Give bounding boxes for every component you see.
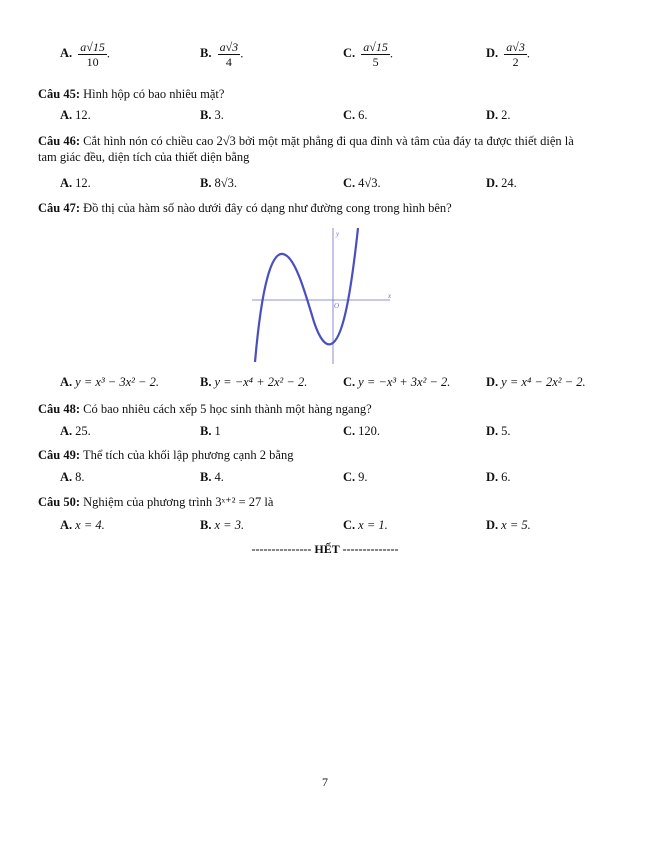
q45-option-a: A. 12. [60, 108, 91, 122]
question-49: Câu 49: Thể tích của khối lập phương cạnh 2 bằng [38, 448, 294, 462]
q49-option-d: D. 6. [486, 470, 511, 484]
question-47: Câu 47: Đồ thị của hàm số nào dưới đây có dạng như đường cong trong hình bên? [38, 201, 452, 215]
q50-options [38, 518, 618, 540]
q45-option-d: D. 2. [486, 108, 511, 122]
q46-option-a: A. 12. [60, 176, 91, 190]
q48-options [38, 424, 618, 446]
q49-option-b: B. 4. [200, 470, 224, 484]
q50-option-d: D. x = 5. [486, 518, 531, 532]
q50-option-b: B. x = 3. [200, 518, 245, 532]
q50-option-a: A. x = 4. [60, 518, 105, 532]
q46-options [38, 176, 618, 198]
q45-option-b: B. 3. [200, 108, 224, 122]
q45-option-c: C. 6. [343, 108, 368, 122]
y-axis-label: y [336, 230, 340, 238]
q46-option-c: C. 4√3. [343, 176, 381, 190]
end-marker: --------------- HẾT -------------- [251, 542, 399, 556]
q44-option-d: D. $\frac{a√3}{2}$ . [486, 40, 530, 69]
q44-option-b: B. $\frac{a√3}{4}$ . [200, 40, 244, 69]
q47-option-d: D. y = x⁴ − 2x² − 2. [486, 375, 586, 389]
cubic-curve [255, 228, 358, 362]
q48-option-c: C. 120. [343, 424, 381, 438]
question-48: Câu 48: Có bao nhiêu cách xếp 5 học sinh thành một hàng ngang? [38, 402, 372, 416]
q48-option-b: B. 1 [200, 424, 221, 438]
q46-option-b: B. 8√3. [200, 176, 237, 190]
question-45: Câu 45: Hình hộp có bao nhiêu mặt? [38, 87, 225, 101]
question-50: Câu 50: Nghiệm của phương trình 3ˣ⁺² = 27 là [38, 495, 274, 509]
cubic-graph-svg [250, 222, 400, 364]
x-axis-label: x [388, 292, 392, 300]
q47-options [38, 375, 618, 397]
q47-option-a: A. y = x³ − 3x² − 2. [60, 375, 159, 389]
q45-options [38, 108, 618, 130]
question-46: Câu 46: Cắt hình nón có chiều cao 2√3 bởi một mặt phẳng đi qua đỉnh và tâm của đáy ta được thiết diện là tam giác đều, diện tích của thiết diện bằng [38, 134, 574, 164]
q44-option-a: A. $\frac{a√15}{10}$ . [60, 40, 110, 69]
q47-option-c: C. y = −x³ + 3x² − 2. [343, 375, 451, 389]
q49-options [38, 470, 618, 492]
q50-option-c: C. x = 1. [343, 518, 388, 532]
q46-option-d: D. 24. [486, 176, 517, 190]
q49-option-a: A. 8. [60, 470, 85, 484]
q48-option-d: D. 5. [486, 424, 511, 438]
q49-option-c: C. 9. [343, 470, 368, 484]
origin-label: O [334, 302, 340, 310]
q44-options [38, 40, 618, 76]
q48-option-a: A. 25. [60, 424, 91, 438]
page-number: 7 [322, 775, 328, 789]
q44-option-c: C. $\frac{a√15}{5}$ . [343, 40, 393, 69]
q47-option-b: B. y = −x⁴ + 2x² − 2. [200, 375, 308, 389]
cubic-graph-figure [250, 222, 400, 364]
